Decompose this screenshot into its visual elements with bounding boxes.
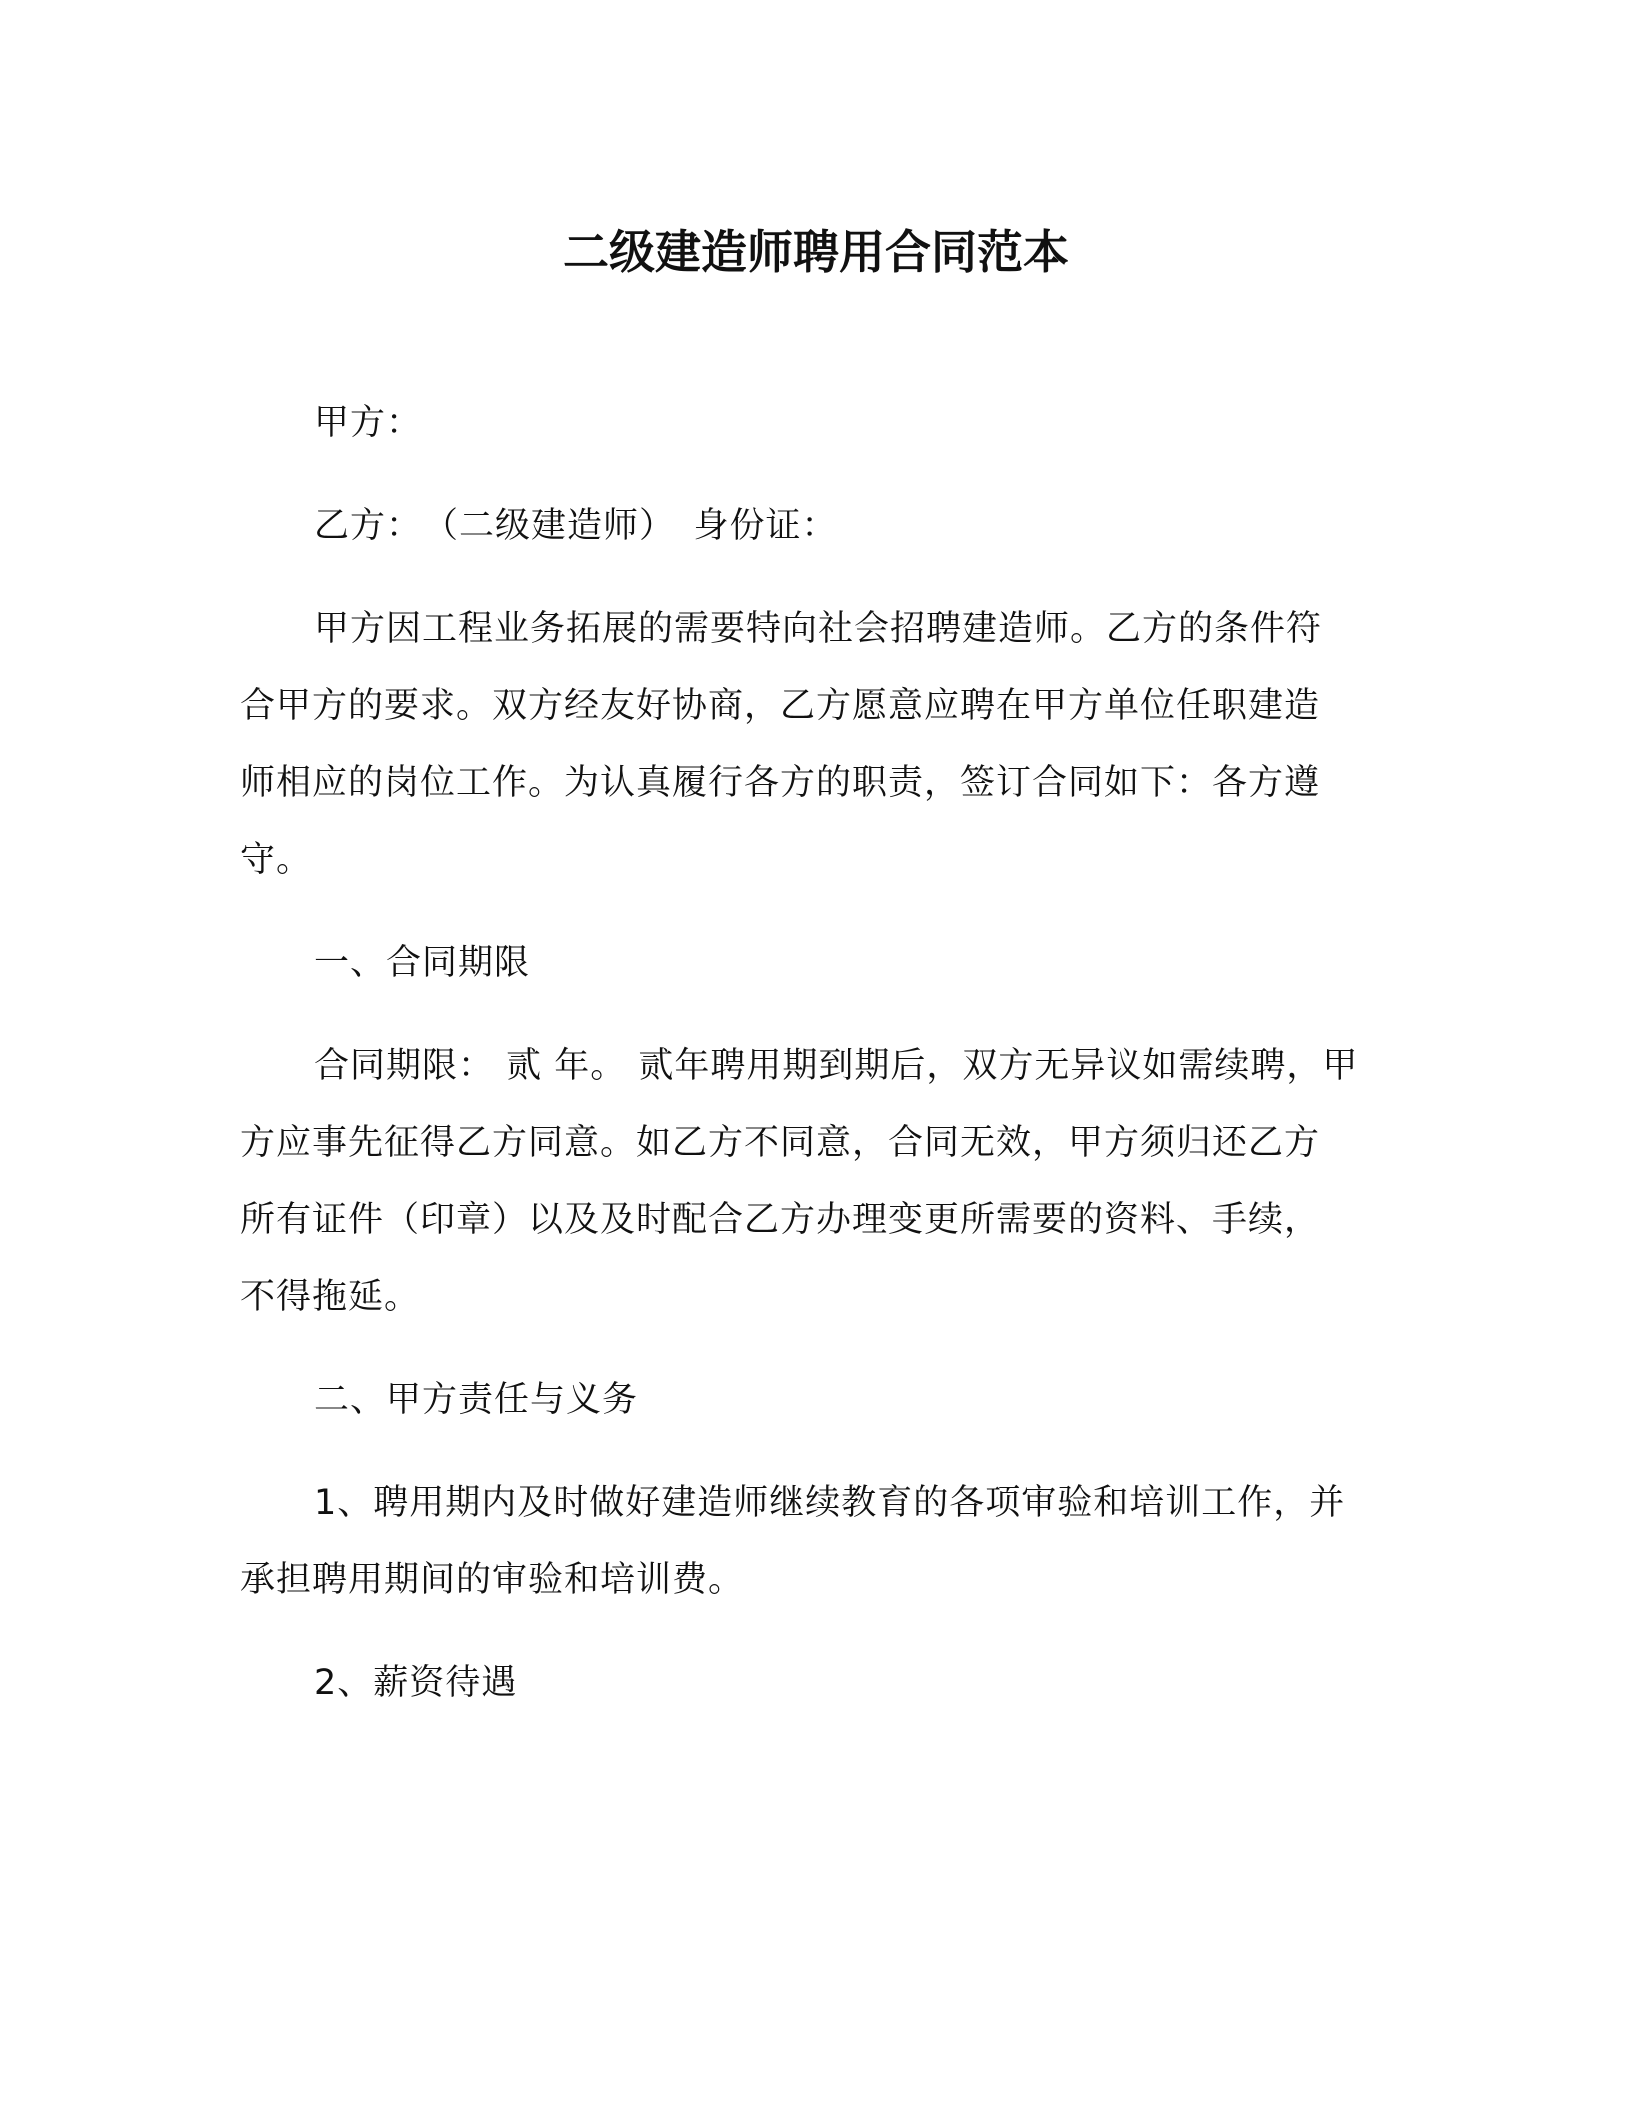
intro-line-2: 合甲方的要求。双方经友好协商，乙方愿意应聘在甲方单位任职建造 (240, 686, 1321, 726)
section2-item1-line-1: 1、聘用期内及时做好建造师继续教育的各项审验和培训工作，并 (314, 1483, 1346, 1523)
section1-line-2: 方应事先征得乙方同意。如乙方不同意，合同无效，甲方须归还乙方 (240, 1123, 1321, 1163)
section1-heading: 一、合同期限 (314, 943, 531, 983)
section1-line-3: 所有证件（印章）以及及时配合乙方办理变更所需要的资料、手续， (240, 1200, 1321, 1240)
party-a-line: 甲方： (314, 403, 423, 443)
section2-heading: 二、甲方责任与义务 (314, 1380, 639, 1420)
document-title: 二级建造师聘用合同范本 (563, 225, 1069, 279)
intro-line-3: 师相应的岗位工作。为认真履行各方的职责，签订合同如下：各方遵 (240, 763, 1321, 803)
intro-line-1: 甲方因工程业务拓展的需要特向社会招聘建造师。乙方的条件符 (314, 609, 1323, 649)
section1-line-1: 合同期限： 贰 年。 贰年聘用期到期后，双方无异议如需续聘，甲 (314, 1046, 1359, 1086)
section2-item1-line-2: 承担聘用期间的审验和培训费。 (240, 1560, 745, 1600)
intro-line-4: 守。 (240, 840, 313, 880)
section2-item2: 2、薪资待遇 (314, 1663, 518, 1703)
party-b-line: 乙方： （二级建造师） 身份证： (314, 506, 838, 546)
section1-line-4: 不得拖延。 (240, 1277, 421, 1317)
